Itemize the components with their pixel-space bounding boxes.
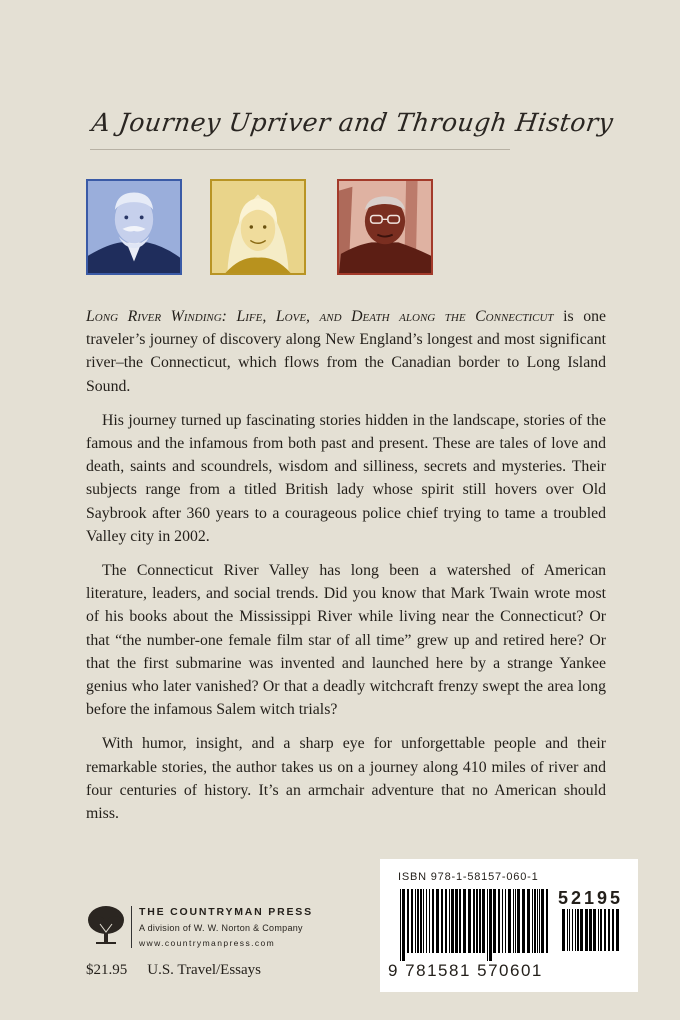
portrait-man-glasses-image <box>339 181 431 273</box>
barcode-bar <box>572 909 573 951</box>
barcode-bar <box>589 909 592 951</box>
back-cover-description <box>86 305 606 836</box>
publisher-division: A division of W. W. Norton & Company <box>139 923 303 933</box>
tagline-underline <box>90 149 510 150</box>
barcode-bar <box>426 889 427 953</box>
barcode-bar <box>537 889 538 953</box>
tree-logo-icon <box>86 904 126 948</box>
barcode-bar <box>513 889 514 953</box>
barcode-bar <box>522 889 525 953</box>
paragraph-closing: With humor, insight, and a sharp eye for unforgettable people and their remarkable stories, the author takes us on a journey along 410 miles of river and four centuries of history. It’s an armchair adventure that no American should miss. <box>86 735 606 823</box>
barcode-bar <box>567 909 568 951</box>
barcode-bar <box>449 889 450 953</box>
addon-barcode-icon <box>560 909 620 959</box>
barcode-bar <box>476 889 478 953</box>
portrait-blue <box>86 179 182 275</box>
barcode-bar <box>541 889 544 953</box>
barcode-bar <box>455 889 458 953</box>
barcode-bar <box>600 909 602 951</box>
barcode-bar <box>517 889 520 953</box>
barcode-bar <box>534 889 536 953</box>
barcode-bar <box>451 889 454 953</box>
barcode-bar <box>585 909 588 951</box>
barcode-bar <box>575 909 576 951</box>
paragraph-intro <box>86 305 606 398</box>
barcode-bar <box>489 889 492 961</box>
price-line <box>86 962 281 979</box>
barcode-bar <box>429 889 430 953</box>
publisher-block <box>86 904 316 952</box>
barcode-bar <box>441 889 443 953</box>
publisher-name: THE COUNTRYMAN PRESS <box>139 906 313 918</box>
barcode-bar <box>411 889 413 953</box>
barcode-bar <box>532 889 533 953</box>
publisher-divider <box>131 906 132 948</box>
barcode-bar <box>473 889 475 953</box>
isbn-label: ISBN 978-1-58157-060-1 <box>398 871 539 883</box>
portrait-red <box>337 179 433 275</box>
barcode-bar <box>546 889 548 953</box>
barcode-bar <box>417 889 419 953</box>
portrait-man-mustache-image <box>88 181 180 273</box>
barcode-bar <box>415 889 416 953</box>
barcode-bar <box>402 889 405 961</box>
barcode-bar <box>593 909 596 951</box>
barcode-bar <box>505 889 506 953</box>
barcode-digits: 9 781581 570601 <box>388 961 543 980</box>
barcode-bar <box>407 889 409 953</box>
barcode-bar <box>515 889 516 953</box>
barcode-bar <box>436 889 439 953</box>
barcode-bar <box>527 889 530 953</box>
barcode-bar <box>577 909 579 951</box>
paragraph-stories: His journey turned up fascinating stories hidden in the landscape, stories of the famous and the infamous from both past and present. These are tales of love and death, saints and scoundrels, wisdom and silliness, secrets and mysteries. Their subjects range from a titled British lady whose spirit still hovers over Old Saybrook after 360 years to a courageous police chief trying to tame a troubled Valley city in 2002. <box>86 411 606 545</box>
barcode-bar <box>616 909 619 951</box>
barcode-bar <box>508 889 511 953</box>
barcode-bar <box>482 889 485 953</box>
barcode-bar <box>493 889 496 953</box>
barcode-panel <box>380 859 638 992</box>
paragraph-intro-text: is one traveler’s journey of discovery along New England’s longest and most significant river–the Connecticut, which flows from the Canadian border to Long Island Sound. <box>86 308 606 395</box>
publisher-url: www.countrymanpress.com <box>139 938 276 948</box>
price: $21.95 <box>86 962 128 978</box>
barcode-bar <box>420 889 422 953</box>
portrait-woman-image <box>212 181 304 273</box>
book-title: Long River Winding: Life, Love, and Death along the Connecticut <box>86 308 554 325</box>
barcode-bar <box>468 889 471 953</box>
barcode-bar <box>423 889 424 953</box>
category: U.S. Travel/Essays <box>147 962 262 978</box>
barcode-bar <box>400 889 401 961</box>
barcode-bar <box>498 889 500 953</box>
barcode-bar <box>479 889 481 953</box>
price-code: 52195 <box>558 888 624 908</box>
barcode-bar <box>608 909 610 951</box>
barcode-bar <box>612 909 614 951</box>
barcode-bar <box>569 909 570 951</box>
barcode-bar <box>487 889 488 961</box>
barcode-bar <box>502 889 503 953</box>
barcode-bar <box>539 889 540 953</box>
ean-barcode-icon <box>398 889 550 961</box>
barcode-bar <box>604 909 606 951</box>
barcode-bar <box>432 889 434 953</box>
barcode-bar <box>598 909 599 951</box>
tagline: A Journey Upriver and Through History <box>90 108 616 137</box>
paragraph-valley: The Connecticut River Valley has long been a watershed of American literature, leaders, and social trends. Did you know that Mark Twain wrote most of his books about the Mississippi River while living near the Connecticut? Or that “the number-one female film star of all time” grew up and retired here? Or that the first submarine was invented and launched here by a strange Yankee genius who later vanished? Or that a deadly witchcraft frenzy swept the area long before the infamous Salem witch trials? <box>86 562 606 719</box>
barcode-bar <box>580 909 583 951</box>
barcode-bar <box>562 909 565 951</box>
barcode-bar <box>445 889 447 953</box>
portrait-gold <box>210 179 306 275</box>
barcode-bar <box>463 889 466 953</box>
barcode-bar <box>459 889 461 953</box>
